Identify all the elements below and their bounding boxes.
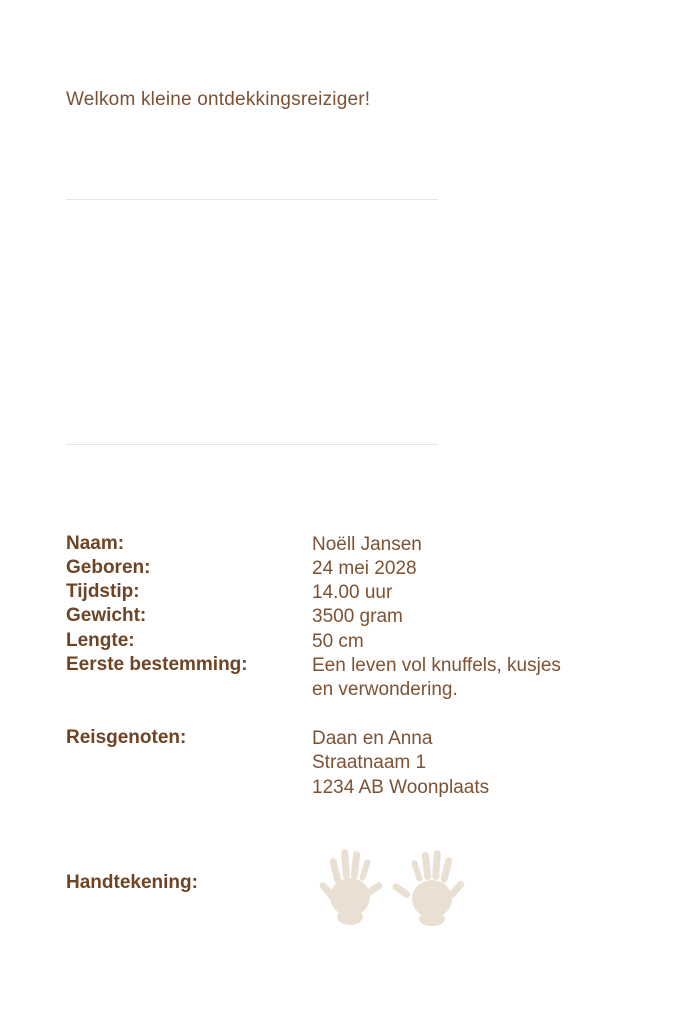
divider-bottom [66,444,438,445]
lengte-value: 50 cm [312,631,364,652]
geboren-label: Geboren: [66,557,151,578]
welcome-heading: Welkom kleine ontdekkingsreiziger! [66,89,371,110]
reisgenoten-label: Reisgenoten: [66,727,187,748]
naam-label: Naam: [66,533,125,554]
naam-value: Noëll Jansen [312,534,422,555]
lengte-label: Lengte: [66,630,135,651]
tijdstip-value: 14.00 uur [312,582,393,603]
handtekening-label: Handtekening: [66,872,198,893]
reisgenoten-line1: Daan en Anna [312,728,433,749]
bestemming-label: Eerste bestemming: [66,654,248,675]
bestemming-value-line1: Een leven vol knuffels, kusjes [312,655,561,676]
tijdstip-label: Tijdstip: [66,581,140,602]
geboren-value: 24 mei 2028 [312,558,417,579]
gewicht-value: 3500 gram [312,606,403,627]
divider-top [66,199,438,200]
handprints-icon [308,845,478,927]
gewicht-label: Gewicht: [66,605,147,626]
bestemming-value-line2: en verwondering. [312,679,458,700]
reisgenoten-line2: Straatnaam 1 [312,752,427,773]
reisgenoten-line3: 1234 AB Woonplaats [312,777,490,798]
